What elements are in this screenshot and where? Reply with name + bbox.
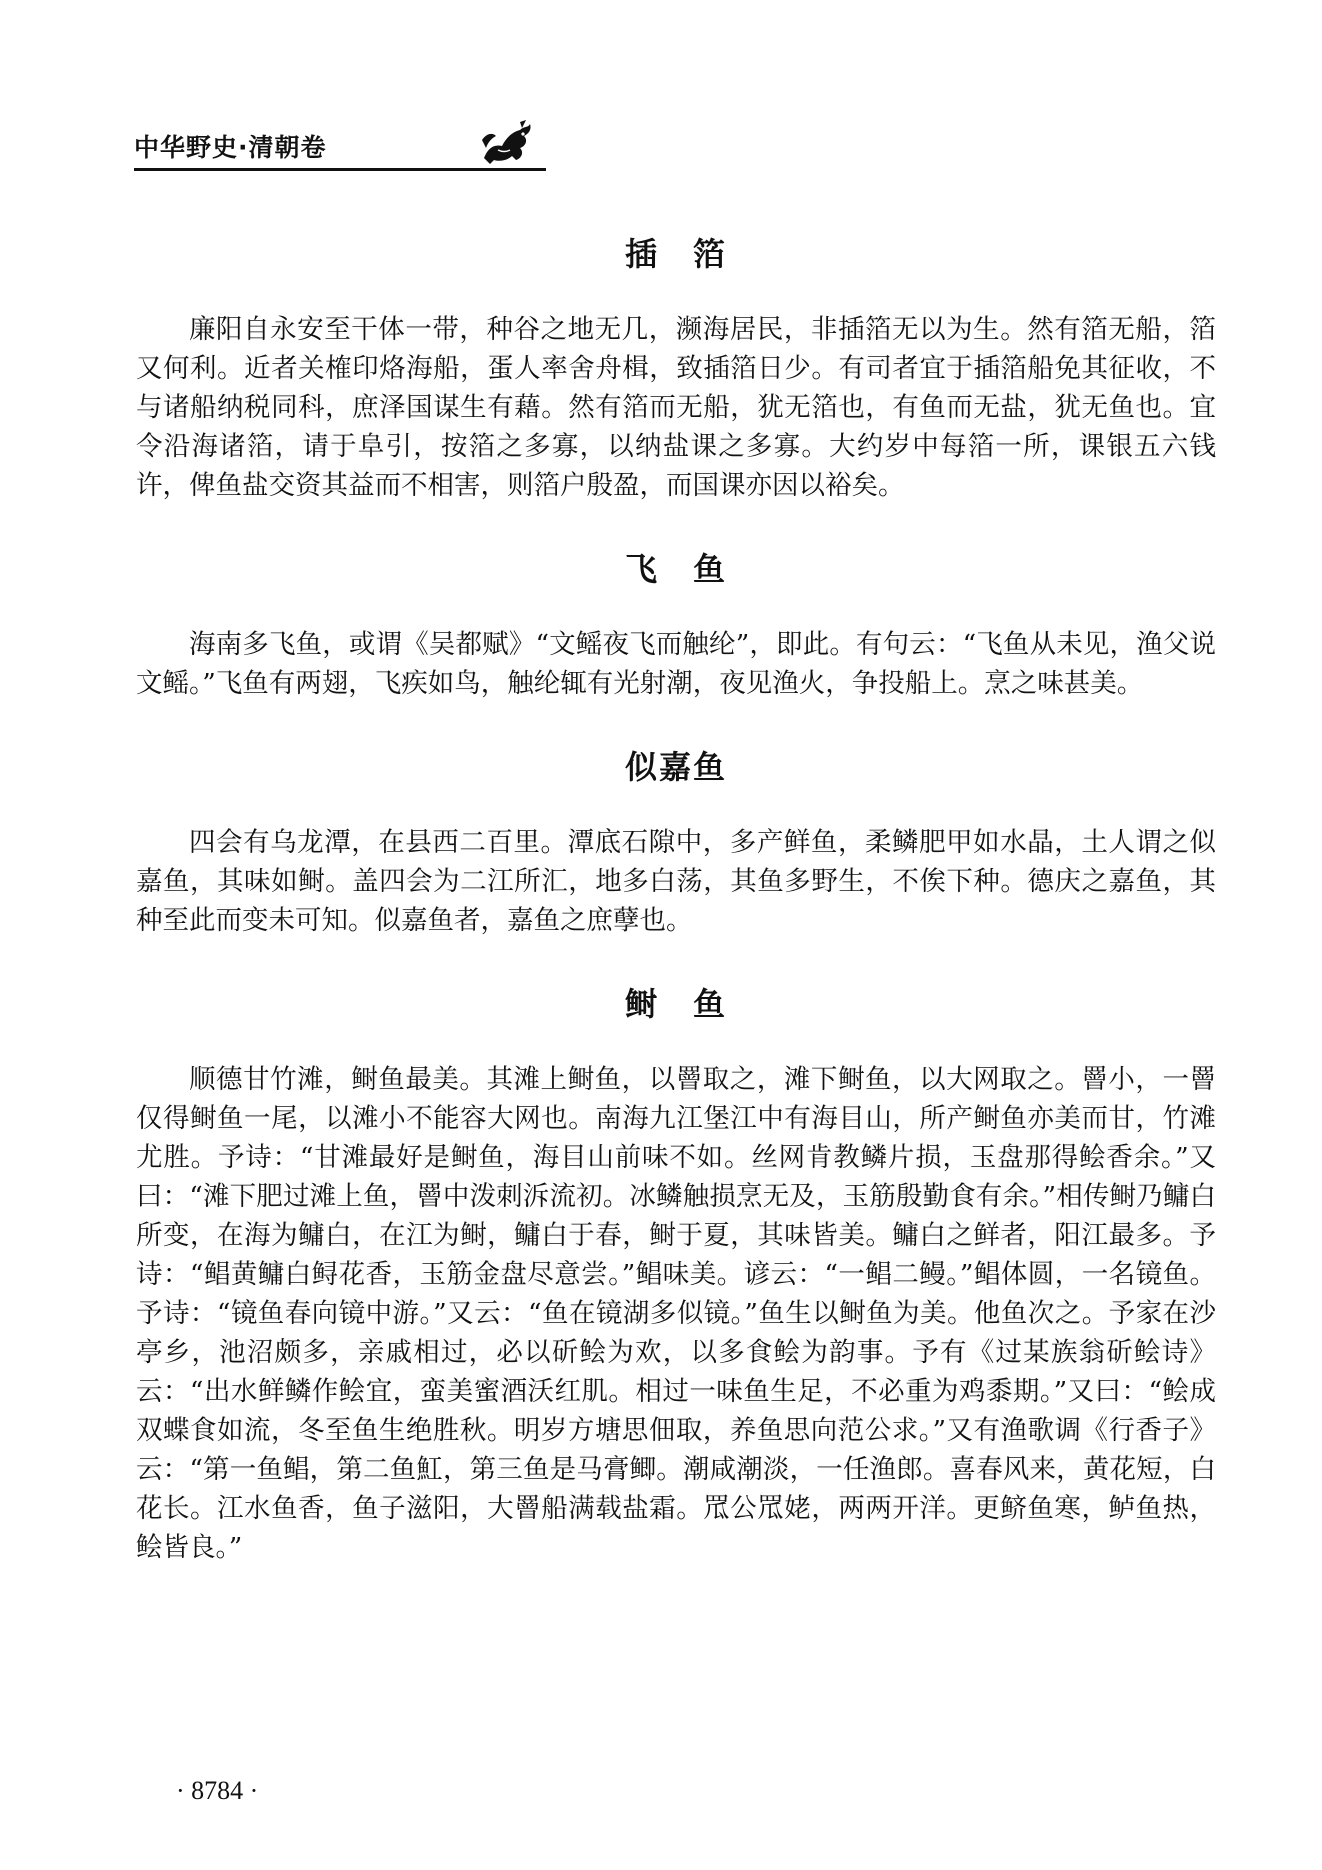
section-title-chabo: 插 箔 (624, 235, 727, 273)
section-title-feiyu: 飞 鱼 (624, 550, 727, 588)
section-body-sijiayu: 四会有乌龙潭，在县西二百里。潭底石隙中，多产鲜鱼，柔鳞肥甲如水晶，土人谓之似嘉鱼，其味如鲥。盖四会为二江所汇，地多白荡，其鱼多野生，不俟下种。德庆之嘉鱼，其种至此而变未可知。似嘉鱼者，嘉鱼之庶孽也。 (136, 827, 1216, 936)
section-title-sijiayu: 似嘉鱼 (624, 748, 727, 786)
section-title-shiyu: 鲥 鱼 (624, 985, 727, 1023)
dragon-emblem-icon (476, 118, 536, 166)
header-rule (134, 168, 546, 171)
running-header (134, 118, 546, 170)
page-number: · 8784 · (176, 1776, 259, 1805)
section-body-feiyu: 海南多飞鱼，或谓《吴都赋》“文鳐夜飞而触纶”，即此。有句云：“飞鱼从未见，渔父说文鳐。”飞鱼有两翅，飞疾如鸟，触纶辄有光射潮，夜见渔火，争投船上。烹之味甚美。 (136, 629, 1216, 699)
running-header-title: 中华野史·清朝卷 (134, 133, 327, 162)
section-body-chabo: 廉阳自永安至干体一带，种谷之地无几，濒海居民，非插箔无以为生。然有箔无船，箔又何利。近者关榷印烙海船，蛋人率舍舟楫，致插箔日少。有司者宜于插箔船免其征收，不与诸船纳税同科，庶泽国谋生有藉。然有箔而无船，犹无箔也，有鱼而无盐，犹无鱼也。宜令沿海诸箔，请于阜引，按箔之多寡，以纳盐课之多寡。大约岁中每箔一所，课银五六钱许，俾鱼盐交资其益而不相害，则箔户殷盈，而国课亦因以裕矣。 (136, 314, 1216, 501)
page-body (136, 226, 1216, 1567)
section-body-shiyu: 顺德甘竹滩，鲥鱼最美。其滩上鲥鱼，以罾取之，滩下鲥鱼，以大网取之。罾小，一罾仅得鲥鱼一尾，以滩小不能容大网也。南海九江堡江中有海目山，所产鲥鱼亦美而甘，竹滩尤胜。予诗：“甘滩最好是鲥鱼，海目山前味不如。丝网肯教鳞片损，玉盘那得鲙香余。”又曰：“滩下肥过滩上鱼，罾中泼刺泝流初。冰鳞触损烹无及，玉筋殷勤食有余。”相传鲥乃鳙白所变，在海为鳙白，在江为鲥，鳙白于春，鲥于夏，其味皆美。鳙白之鲜者，阳江最多。予诗：“鲳黄鳙白鲟花香，玉筋金盘尽意尝。”鲳味美。谚云：“一鲳二鳗。”鲳体圆，一名镜鱼。予诗：“镜鱼春向镜中游。”又云：“鱼在镜湖多似镜。”鱼生以鲥鱼为美。他鱼次之。予家在沙亭乡，池沼颇多，亲戚相过，必以斫鲙为欢，以多食鲙为韵事。予有《过某族翁斫鲙诗》云：“出水鲜鳞作鲙宜，蛮美蜜酒沃红肌。相过一味鱼生足，不必重为鸡黍期。”又曰：“鲙成双蝶食如流，冬至鱼生绝胜秋。明岁方塘思佃取，养鱼思向范公求。”又有渔歌调《行香子》云：“第一鱼鲳，第二鱼魟，第三鱼是马膏鲫。潮咸潮淡，一任渔郎。喜春风来，黄花短，白花长。江水鱼香，鱼子滋阳，大罾船满载盐霜。罛公罛姥，两两开洋。更鲚鱼寒，鲈鱼热，鲙皆良。” (136, 1064, 1216, 1563)
